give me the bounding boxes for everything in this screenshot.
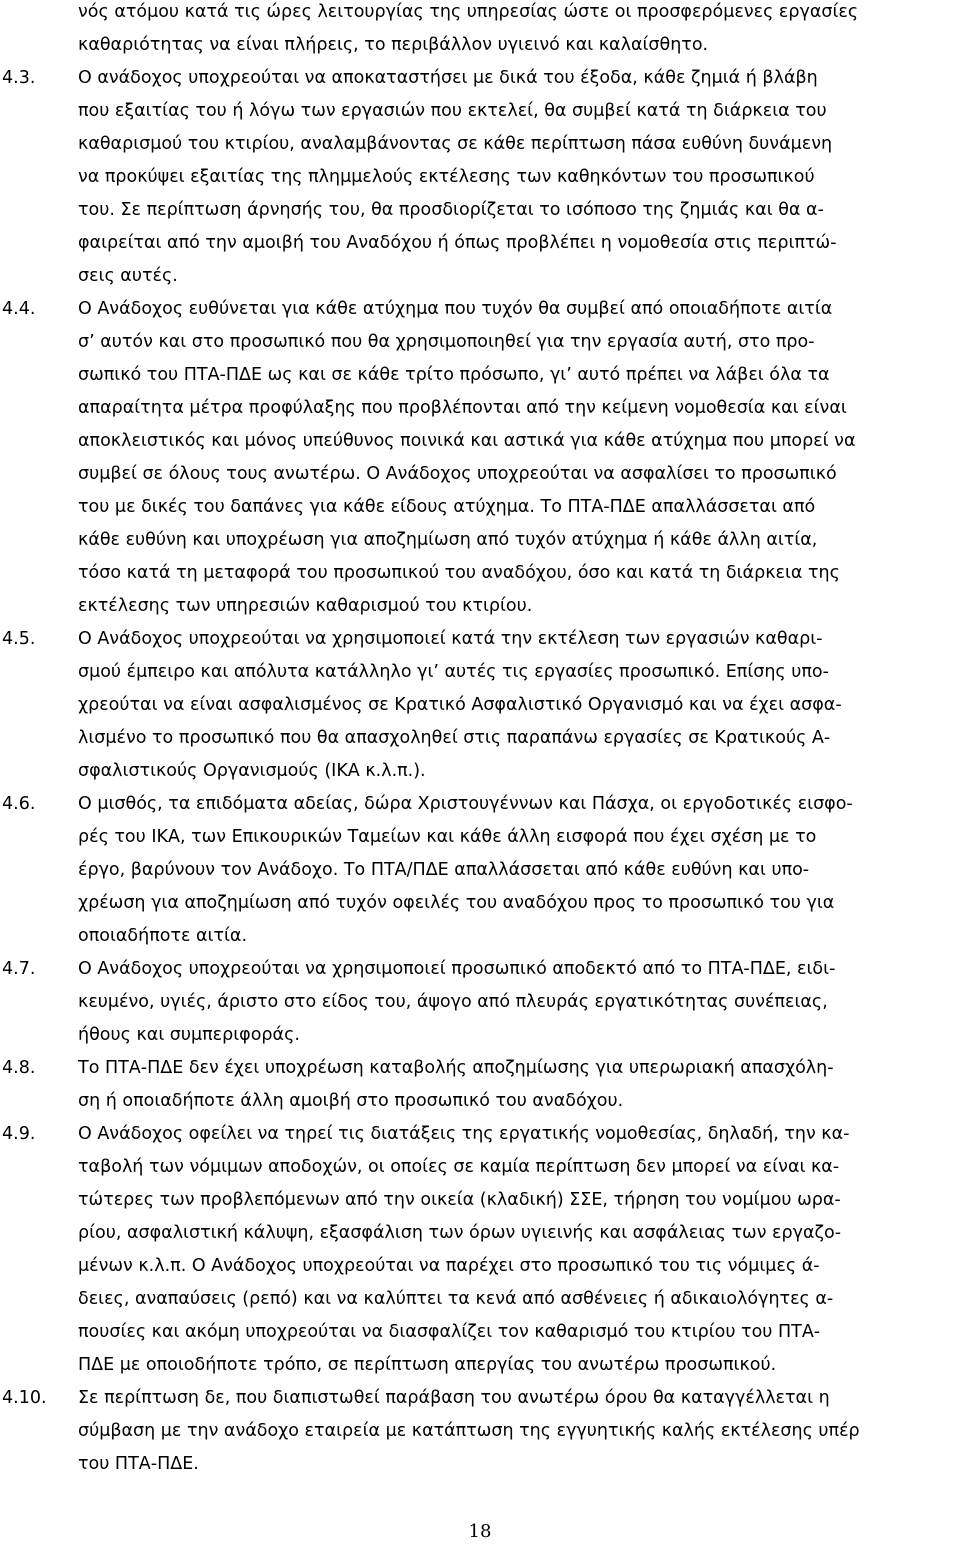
text-line: Ο Ανάδοχος ευθύνεται για κάθε ατύχημα που τυχόν θα συμβεί από οποιαδήποτε αιτία [78, 299, 833, 319]
text-line: τώτερες των προβλεπόμενων από την οικεία (κλαδική) ΣΣΕ, τήρηση του νομίμου ωρα- [78, 1190, 841, 1210]
text-line: που εξαιτίας του ή λόγω των εργασιών που εκτελεί, θα συμβεί κατά τη διάρκεια του [78, 101, 827, 121]
text-line: Ο Ανάδοχος υποχρεούται να χρησιμοποιεί κατά την εκτέλεση των εργασιών καθαρι- [78, 629, 823, 649]
section-number: 4.10. [2, 1388, 47, 1408]
text-line: Το ΠΤΑ-ΠΔΕ δεν έχει υποχρέωση καταβολής αποζημίωσης για υπερωριακή απασχόλη- [78, 1058, 834, 1078]
text-line: ΠΔΕ με οποιοδήποτε τρόπο, σε περίπτωση απεργίας του ανωτέρω προσωπικού. [78, 1355, 777, 1375]
text-line: αποκλειστικός και μόνος υπεύθυνος ποινικά και αστικά για κάθε ατύχημα που μπορεί να [78, 431, 856, 451]
section-number: 4.9. [2, 1124, 36, 1144]
text-line: απαραίτητα μέτρα προφύλαξης που προβλέπονται από την κείμενη νομοθεσία και είναι [78, 398, 847, 418]
text-line: κάθε ευθύνη και υποχρέωση για αποζημίωση από τυχόν ατύχημα ή κάθε άλλη αιτία, [78, 530, 818, 550]
text-line: Ο μισθός, τα επιδόματα αδείας, δώρα Χριστουγέννων και Πάσχα, οι εργοδοτικές εισφο- [78, 794, 853, 814]
text-line: σύμβαση με την ανάδοχο εταιρεία με κατάπτωση της εγγυητικής καλής εκτέλεσης υπέρ [78, 1421, 860, 1441]
text-line: λισμένο το προσωπικό που θα απασχοληθεί στις παραπάνω εργασίες σε Κρατικούς Α- [78, 728, 831, 748]
text-line: πουσίες και ακόμη υποχρεούται να διασφαλίζει τον καθαρισμό του κτιρίου του ΠΤΑ- [78, 1322, 821, 1342]
text-line: ρίου, ασφαλιστική κάλυψη, εξασφάλιση των όρων υγιεινής και ασφάλειας των εργαζο- [78, 1223, 842, 1243]
text-line: ήθους και συμπεριφοράς. [78, 1025, 300, 1045]
text-line: νός ατόμου κατά τις ώρες λειτουργίας της υπηρεσίας ώστε οι προσφερόμενες εργασίες [78, 2, 859, 22]
section-number: 4.7. [2, 959, 36, 979]
section-number: 4.8. [2, 1058, 36, 1078]
text-line: μένων κ.λ.π. Ο Ανάδοχος υποχρεούται να παρέχει στο προσωπικό του τις νόμιμες ά- [78, 1256, 820, 1276]
text-line: του ΠΤΑ-ΠΔΕ. [78, 1454, 199, 1474]
text-line: ταβολή των νόμιμων αποδοχών, οι οποίες σε καμία περίπτωση δεν μπορεί να είναι κα- [78, 1157, 840, 1177]
text-line: χρεούται να είναι ασφαλισμένος σε Κρατικό Ασφαλιστικό Οργανισμό και να έχει ασφα- [78, 695, 842, 715]
text-line: ρές του ΙΚΑ, των Επικουρικών Ταμείων και κάθε άλλη εισφορά που έχει σχέση με το [78, 827, 817, 847]
text-line: σφαλιστικούς Οργανισμούς (ΙΚΑ κ.λ.π.). [78, 761, 426, 781]
section-number: 4.5. [2, 629, 36, 649]
text-line: του με δικές του δαπάνες για κάθε είδους ατύχημα. Το ΠΤΑ-ΠΔΕ απαλλάσσεται από [78, 497, 816, 517]
section-number: 4.6. [2, 794, 36, 814]
text-line: σμού έμπειρο και απόλυτα κατάλληλο γι’ αυτές τις εργασίες προσωπικό. Επίσης υπο- [78, 662, 829, 682]
text-line: φαιρείται από την αμοιβή του Αναδόχου ή όπως προβλέπει η νομοθεσία στις περιπτώ- [78, 233, 837, 253]
text-line: του. Σε περίπτωση άρνησής του, θα προσδιορίζεται το ισόποσο της ζημιάς και θα α- [78, 200, 824, 220]
text-line: Ο ανάδοχος υποχρεούται να αποκαταστήσει με δικά του έξοδα, κάθε ζημιά ή βλάβη [78, 68, 818, 88]
page-number: 18 [468, 1521, 492, 1542]
text-line: καθαριότητας να είναι πλήρεις, το περιβάλλον υγιεινό και καλαίσθητο. [78, 35, 709, 55]
text-line: έργο, βαρύνουν τον Ανάδοχο. Το ΠΤΑ/ΠΔΕ απαλλάσσεται από κάθε ευθύνη και υπο- [78, 860, 810, 880]
text-line: δειες, αναπαύσεις (ρεπό) και να καλύπτει τα κενά από ασθένειες ή αδικαιολόγητες α- [78, 1289, 834, 1309]
text-line: χρέωση για αποζημίωση από τυχόν οφειλές του αναδόχου προς το προσωπικό του για [78, 893, 835, 913]
text-line: σ’ αυτόν και στο προσωπικό που θα χρησιμοποιηθεί για την εργασία αυτή, στο προ- [78, 332, 815, 352]
text-line: συμβεί σε όλους τους ανωτέρω. Ο Ανάδοχος υποχρεούται να ασφαλίσει το προσωπικό [78, 464, 837, 484]
text-line: σωπικό του ΠΤΑ-ΠΔΕ ως και σε κάθε τρίτο πρόσωπο, γι’ αυτό πρέπει να λάβει όλα τα [78, 365, 830, 385]
text-line: εκτέλεσης των υπηρεσιών καθαρισμού του κτιρίου. [78, 596, 533, 616]
text-line: να προκύψει εξαιτίας της πλημμελούς εκτέλεσης των καθηκόντων του προσωπικού [78, 167, 815, 187]
text-line: οποιαδήποτε αιτία. [78, 926, 248, 946]
section-number: 4.3. [2, 68, 36, 88]
section-number: 4.4. [2, 299, 36, 319]
text-line: ση ή οποιαδήποτε άλλη αμοιβή στο προσωπικό του αναδόχου. [78, 1091, 624, 1111]
text-line: σεις αυτές. [78, 266, 178, 286]
text-line: τόσο κατά τη μεταφορά του προσωπικού του αναδόχου, όσο και κατά τη διάρκεια της [78, 563, 840, 583]
text-line: καθαρισμού του κτιρίου, αναλαμβάνοντας σε κάθε περίπτωση πάσα ευθύνη δυνάμενη [78, 134, 833, 154]
text-line: Ο Ανάδοχος υποχρεούται να χρησιμοποιεί προσωπικό αποδεκτό από το ΠΤΑ-ΠΔΕ, ειδι- [78, 959, 836, 979]
text-line: κευμένο, υγιές, άριστο στο είδος του, άψογο από πλευράς εργατικότητας συνέπειας, [78, 992, 828, 1012]
text-line: Ο Ανάδοχος οφείλει να τηρεί τις διατάξεις της εργατικής νομοθεσίας, δηλαδή, την κα- [78, 1124, 850, 1144]
text-line: Σε περίπτωση δε, που διαπιστωθεί παράβαση του ανωτέρω όρου θα καταγγέλλεται η [78, 1388, 830, 1408]
